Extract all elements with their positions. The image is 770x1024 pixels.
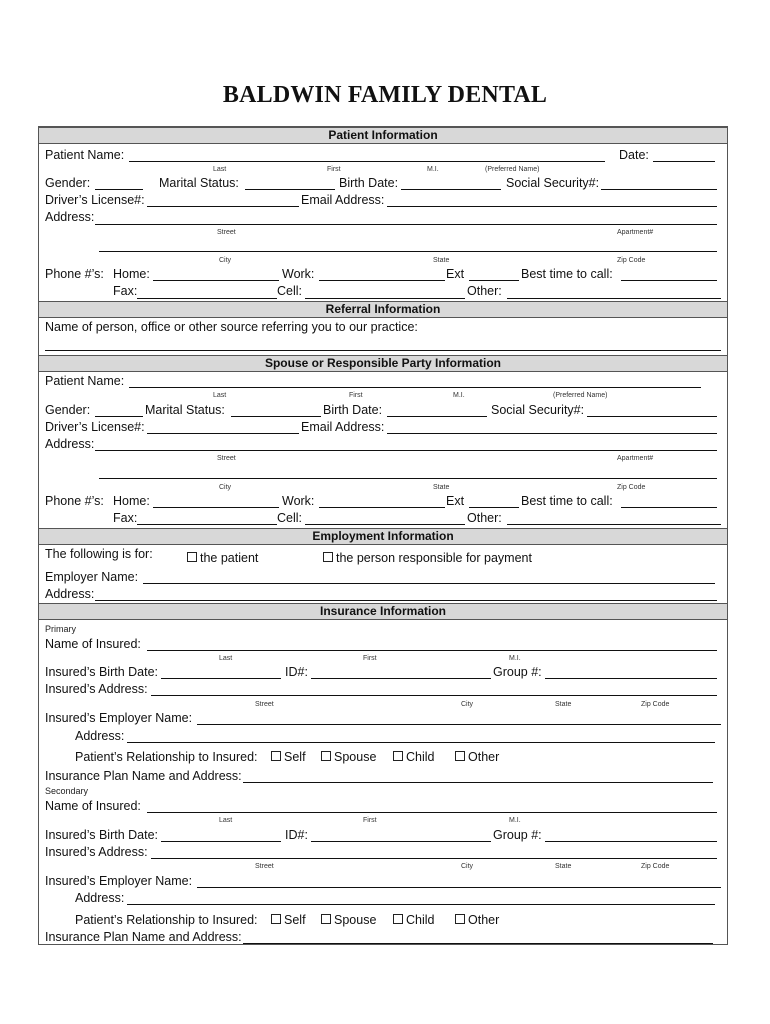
form-title: BALDWIN FAMILY DENTAL — [222, 82, 548, 108]
secondary-employer-field[interactable] — [197, 887, 721, 888]
sub-first: First — [349, 392, 363, 399]
sub-first: First — [327, 166, 341, 173]
primary-address-field[interactable] — [151, 695, 717, 696]
spouse-best-time-label: Best time to call: — [521, 494, 613, 508]
spouse-best-time-field[interactable] — [621, 507, 717, 508]
secondary-plan-field[interactable] — [243, 943, 713, 944]
sub-street: Street — [217, 229, 236, 236]
sub-last: Last — [219, 817, 233, 824]
spouse-dl-label: Driver’s License#: — [45, 420, 145, 434]
ssn-label: Social Security#: — [506, 176, 600, 190]
sub-street: Street — [217, 455, 236, 462]
primary-birth-field[interactable] — [161, 678, 281, 679]
sub-city: City — [461, 863, 474, 870]
sub-mi: M.I. — [509, 655, 521, 662]
secondary-group-field[interactable] — [545, 841, 717, 842]
primary-employer-field[interactable] — [197, 724, 721, 725]
spouse-cell-field[interactable] — [305, 524, 465, 525]
drivers-license-field[interactable] — [147, 206, 299, 207]
date-label: Date: — [619, 148, 649, 162]
gender-label: Gender: — [45, 176, 91, 190]
ext-field[interactable] — [469, 280, 519, 281]
birth-date-label: Birth Date: — [339, 176, 399, 190]
primary-insured-name-field[interactable] — [147, 650, 717, 651]
secondary-rel-spouse[interactable] — [321, 913, 376, 928]
secondary-relationship-label: Patient’s Relationship to Insured: — [75, 913, 258, 927]
spouse-ext-label: Ext — [446, 494, 465, 508]
spouse-dl-field[interactable] — [147, 433, 299, 434]
option-responsible-label: the person responsible for payment — [336, 551, 532, 565]
checkbox-icon — [455, 914, 465, 924]
checkbox-icon — [271, 914, 281, 924]
secondary-label: Secondary — [45, 786, 89, 796]
spouse-work-label: Work: — [282, 494, 315, 508]
work-phone-field[interactable] — [319, 280, 445, 281]
spouse-phone-label: Phone #’s: — [45, 494, 104, 508]
cell-label: Cell: — [277, 284, 303, 298]
patient-name-field[interactable] — [129, 161, 605, 162]
phone-label: Phone #’s: — [45, 267, 104, 281]
primary-group-field[interactable] — [545, 678, 717, 679]
spouse-home-field[interactable] — [153, 507, 279, 508]
spouse-name-label: Patient Name: — [45, 374, 125, 388]
sub-first: First — [363, 655, 377, 662]
referral-question: Name of person, office or other source referring you to our practice: — [45, 320, 418, 334]
following-for-label: The following is for: — [45, 547, 153, 561]
sub-preferred: (Preferred Name) — [485, 166, 540, 173]
fax-label: Fax: — [113, 284, 138, 298]
spouse-name-field[interactable] — [129, 387, 701, 388]
primary-employer-label: Insured’s Employer Name: — [45, 711, 193, 725]
sub-last: Last — [213, 392, 227, 399]
spouse-work-field[interactable] — [319, 507, 445, 508]
rel-spouse-label: Spouse — [334, 750, 377, 764]
sub-city: City — [219, 484, 232, 491]
birth-date-field[interactable] — [401, 189, 501, 190]
primary-rel-self[interactable] — [271, 750, 306, 765]
spouse-fax-field[interactable] — [137, 524, 277, 525]
address-street-field[interactable] — [95, 224, 717, 225]
section-header-insurance: Insurance Information — [39, 603, 727, 620]
ssn-field[interactable] — [601, 189, 717, 190]
sub-apartment: Apartment# — [617, 229, 654, 236]
ext-label: Ext — [446, 267, 465, 281]
best-time-field[interactable] — [621, 280, 717, 281]
spouse-marital-label: Marital Status: — [145, 403, 225, 417]
email-field[interactable] — [387, 206, 717, 207]
spouse-fax-label: Fax: — [113, 511, 138, 525]
home-phone-field[interactable] — [153, 280, 279, 281]
employer-address-label: Address: — [45, 587, 95, 601]
primary-employer-address-field[interactable] — [127, 742, 715, 743]
sub-zip: Zip Code — [641, 863, 670, 870]
primary-relationship-label: Patient’s Relationship to Insured: — [75, 750, 258, 764]
sub-mi: M.I. — [453, 392, 465, 399]
sub-last: Last — [219, 655, 233, 662]
checkbox-icon — [393, 914, 403, 924]
sub-city: City — [461, 701, 474, 708]
sub-zip: Zip Code — [641, 701, 670, 708]
spouse-birth-field[interactable] — [387, 416, 487, 417]
option-the-patient-label: the patient — [200, 551, 259, 565]
sub-last: Last — [213, 166, 227, 173]
section-header-spouse: Spouse or Responsible Party Information — [39, 355, 727, 372]
employer-name-field[interactable] — [143, 583, 715, 584]
employer-address-field[interactable] — [95, 600, 717, 601]
checkbox-icon — [323, 552, 333, 562]
primary-address-label: Insured’s Address: — [45, 682, 148, 696]
option-the-patient[interactable] — [187, 551, 258, 566]
primary-id-label: ID#: — [285, 665, 308, 679]
spouse-gender-field[interactable] — [95, 416, 143, 417]
checkbox-icon — [321, 751, 331, 761]
secondary-birth-field[interactable] — [161, 841, 281, 842]
secondary-rel-other[interactable] — [455, 913, 499, 928]
sub-zip: Zip Code — [617, 257, 646, 264]
primary-rel-spouse[interactable] — [321, 750, 376, 765]
primary-rel-child[interactable] — [393, 750, 435, 765]
sub-preferred: (Preferred Name) — [553, 392, 608, 399]
sub-mi: M.I. — [509, 817, 521, 824]
marital-status-label: Marital Status: — [159, 176, 239, 190]
sub-city: City — [219, 257, 232, 264]
spouse-address-label: Address: — [45, 437, 95, 451]
spouse-home-label: Home: — [113, 494, 150, 508]
work-phone-label: Work: — [282, 267, 315, 281]
employer-name-label: Employer Name: — [45, 570, 139, 584]
patient-name-label: Patient Name: — [45, 148, 125, 162]
address-city-field[interactable] — [99, 251, 717, 252]
rel-self-label: Self — [284, 750, 306, 764]
sub-street: Street — [255, 701, 274, 708]
section-header-employment: Employment Information — [39, 528, 727, 545]
checkbox-icon — [455, 751, 465, 761]
date-field[interactable] — [653, 161, 715, 162]
primary-label: Primary — [45, 624, 76, 634]
secondary-rel-child[interactable] — [393, 913, 435, 928]
primary-plan-label: Insurance Plan Name and Address: — [45, 769, 242, 783]
drivers-license-label: Driver’s License#: — [45, 193, 145, 207]
referral-field[interactable] — [45, 350, 721, 351]
address-label: Address: — [45, 210, 95, 224]
secondary-plan-label: Insurance Plan Name and Address: — [45, 930, 242, 944]
secondary-employer-address-label: Address: — [75, 891, 125, 905]
primary-birth-label: Insured’s Birth Date: — [45, 665, 159, 679]
primary-group-label: Group #: — [493, 665, 542, 679]
spouse-other-field[interactable] — [507, 524, 721, 525]
checkbox-icon — [321, 914, 331, 924]
rel-other-label: Other — [468, 913, 500, 927]
spouse-address-street-field[interactable] — [95, 450, 717, 451]
sub-state: State — [555, 863, 572, 870]
section-header-referral: Referral Information — [39, 301, 727, 318]
secondary-employer-address-field[interactable] — [127, 904, 715, 905]
spouse-marital-field[interactable] — [231, 416, 321, 417]
spouse-other-label: Other: — [467, 511, 502, 525]
sub-street: Street — [255, 863, 274, 870]
spouse-birth-label: Birth Date: — [323, 403, 383, 417]
primary-insured-name-label: Name of Insured: — [45, 637, 141, 651]
spouse-address-city-field[interactable] — [99, 478, 717, 479]
rel-spouse-label: Spouse — [334, 913, 377, 927]
secondary-insured-name-field[interactable] — [147, 812, 717, 813]
secondary-address-label: Insured’s Address: — [45, 845, 148, 859]
checkbox-icon — [393, 751, 403, 761]
option-responsible-person[interactable] — [323, 551, 532, 566]
checkbox-icon — [187, 552, 197, 562]
other-phone-field[interactable] — [507, 298, 721, 299]
secondary-rel-self[interactable] — [271, 913, 306, 928]
spouse-gender-label: Gender: — [45, 403, 91, 417]
spouse-ext-field[interactable] — [469, 507, 519, 508]
checkbox-icon — [271, 751, 281, 761]
secondary-group-label: Group #: — [493, 828, 542, 842]
spouse-email-label: Email Address: — [301, 420, 385, 434]
secondary-id-field[interactable] — [311, 841, 491, 842]
sub-state: State — [433, 257, 450, 264]
rel-other-label: Other — [468, 750, 500, 764]
section-header-patient: Patient Information — [39, 127, 727, 144]
sub-first: First — [363, 817, 377, 824]
best-time-label: Best time to call: — [521, 267, 613, 281]
sub-zip: Zip Code — [617, 484, 646, 491]
secondary-employer-label: Insured’s Employer Name: — [45, 874, 193, 888]
fax-field[interactable] — [137, 298, 277, 299]
sub-state: State — [433, 484, 450, 491]
primary-id-field[interactable] — [311, 678, 491, 679]
primary-employer-address-label: Address: — [75, 729, 125, 743]
cell-field[interactable] — [305, 298, 465, 299]
gender-field[interactable] — [95, 189, 143, 190]
rel-child-label: Child — [406, 750, 435, 764]
sub-mi: M.I. — [427, 166, 439, 173]
secondary-id-label: ID#: — [285, 828, 308, 842]
marital-status-field[interactable] — [245, 189, 335, 190]
spouse-ssn-field[interactable] — [587, 416, 717, 417]
rel-child-label: Child — [406, 913, 435, 927]
secondary-insured-name-label: Name of Insured: — [45, 799, 141, 813]
secondary-birth-label: Insured’s Birth Date: — [45, 828, 159, 842]
other-phone-label: Other: — [467, 284, 502, 298]
spouse-cell-label: Cell: — [277, 511, 303, 525]
secondary-address-field[interactable] — [151, 858, 717, 859]
sub-apartment: Apartment# — [617, 455, 654, 462]
dental-registration-form — [38, 126, 728, 945]
spouse-email-field[interactable] — [387, 433, 717, 434]
home-phone-label: Home: — [113, 267, 150, 281]
sub-state: State — [555, 701, 572, 708]
rel-self-label: Self — [284, 913, 306, 927]
primary-plan-field[interactable] — [243, 782, 713, 783]
spouse-ssn-label: Social Security#: — [491, 403, 585, 417]
primary-rel-other[interactable] — [455, 750, 499, 765]
email-label: Email Address: — [301, 193, 385, 207]
